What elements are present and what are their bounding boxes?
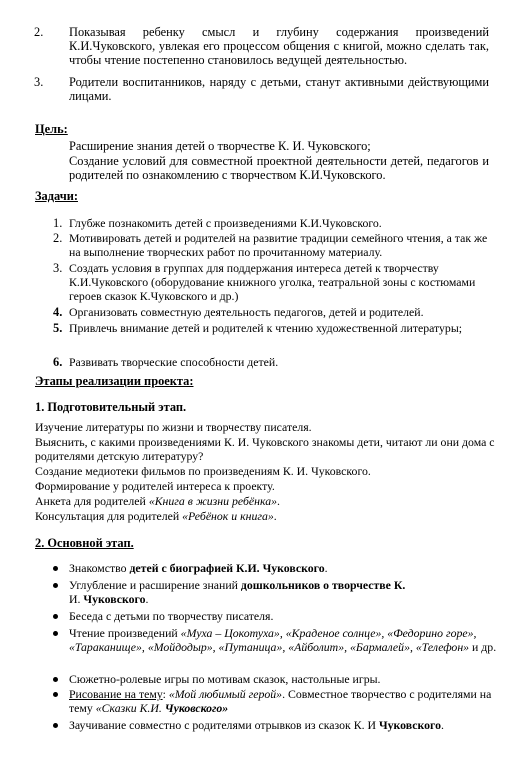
bullet-icon <box>53 631 58 636</box>
intro-item-3-text: Родители воспитанников, наряду с детьми, станут активными действующими лицами. <box>69 75 489 103</box>
bullet-text: Беседа с детьми по творчеству писателя. <box>69 609 274 623</box>
prep-line-1: Изучение литературы по жизни и творчеству писателя. <box>35 420 312 434</box>
bullet-text-2: И. <box>69 592 84 606</box>
task-text: Мотивировать детей и родителей на развитие традиции семейного чтения, а так же на выполнение творческих работ по прочитанному материалу. <box>69 231 488 259</box>
bullet-icon <box>53 566 58 571</box>
prep-line-2: Выяснить, с какими произведениями К. И. Чуковского знакомы дети, читают ли они дома с родителями детскую литературу? <box>35 435 495 463</box>
anketa-title: «Книга в жизни ребёнка» <box>148 494 278 508</box>
drawing-theme: «Мой любимый герой» <box>168 687 283 701</box>
bullet-suffix: и др. <box>469 640 497 654</box>
stages-heading: Этапы реализации проекта: <box>35 374 194 388</box>
task-text: Глубже познакомить детей с произведениями К.И.Чуковского. <box>69 216 382 230</box>
task-text: Создать условия в группах для поддержания интереса детей к творчеству К.И.Чуковского (оборудование книжного уголка, театральной зоны с костюмами героев сказок К.Чуковского и др.) <box>69 261 476 303</box>
intro-item-2-number: 2. <box>34 25 44 39</box>
bullet-bold-text: дошкольников о творчестве К. <box>240 578 406 592</box>
tasks-heading: Задачи: <box>35 189 78 203</box>
colon: : <box>162 687 169 701</box>
prep-line-3: Создание медиотеки фильмов по произведениям К. И. Чуковского. <box>35 464 371 478</box>
bullet-icon <box>53 692 58 697</box>
bullet-text: Заучивание совместно с родителями отрывков из сказок К. И <box>69 718 379 732</box>
bullet-text: . Совместное творчество с родителями на тему <box>69 687 492 715</box>
bullet-text: Знакомство <box>69 561 130 575</box>
konsult-title: «Ребёнок и книга» <box>182 509 274 523</box>
bullet-icon <box>53 677 58 682</box>
bullet-bold-text: Чуковского <box>378 718 441 732</box>
bullet-bold-text-2: Чуковского <box>83 592 146 606</box>
task-number: 5. <box>53 321 63 335</box>
drawing-topic-label: Рисование на тему <box>69 687 163 701</box>
main-stage-heading: 2. Основной этап. <box>35 536 134 550</box>
goal-line-1: Расширение знания детей о творчестве К. И. Чуковского; <box>69 139 371 153</box>
bullet-icon <box>53 723 58 728</box>
task-text: Организовать совместную деятельность педагогов, детей и родителей. <box>69 305 424 319</box>
task-number: 1. <box>53 216 63 230</box>
task-text: Привлечь внимание детей и родителей к чтению художественной литературы; <box>69 321 463 335</box>
anketa-prefix: Анкета для родителей <box>35 494 149 508</box>
joint-theme <box>96 701 228 715</box>
prep-line-4: Формирование у родителей интереса к проекту. <box>35 479 275 493</box>
goal-line-2: Создание условий для совместной проектной деятельности детей, педагогов и родителей по ознакомлению с творчеством К.И.Чуковского. <box>69 154 489 182</box>
prep-line-konsult: Консультация для родителей «Ребёнок и книга». <box>35 509 277 523</box>
bullet-text: Углубление и расширение знаний <box>69 578 241 592</box>
bullet-text: Сюжетно-ролевые игры по мотивам сказок, настольные игры. <box>69 672 381 686</box>
bullet-icon <box>53 583 58 588</box>
bullet-icon <box>53 614 58 619</box>
task-text: Развивать творческие способности детей. <box>69 355 279 369</box>
task-number: 2. <box>53 231 63 245</box>
bullet-bold-text: детей с биографией К.И. Чуковского <box>129 561 325 575</box>
prep-line-anketa: Анкета для родителей «Книга в жизни ребёнка». <box>35 494 280 508</box>
prep-stage-heading: 1. Подготовительный этап. <box>35 400 187 414</box>
joint-theme-bold: Чуковского» <box>164 701 229 715</box>
task-number: 4. <box>53 305 63 319</box>
task-number: 3. <box>53 261 63 275</box>
goal-heading: Цель: <box>35 122 68 136</box>
works-list: «Муха – Цокотуха», «Краденое солнце», «Федорино горе», «Тараканище», «Мойдодыр», «Путаница», «Айболит», «Бармалей», «Телефон» <box>69 626 477 654</box>
joint-theme-prefix: «Сказки К.И. <box>95 701 165 715</box>
bullet-text: Чтение произведений <box>69 626 181 640</box>
intro-item-3-number: 3. <box>34 75 44 89</box>
konsult-prefix: Консультация для родителей <box>35 509 183 523</box>
task-number: 6. <box>53 355 63 369</box>
intro-item-2-text: Показывая ребенку смысл и глубину содержания произведений К.И.Чуковского, увлекая его процессом общения с книгой, можно сделать так, чтобы чтение постепенно становилось ведущей деятельностью. <box>69 25 489 67</box>
